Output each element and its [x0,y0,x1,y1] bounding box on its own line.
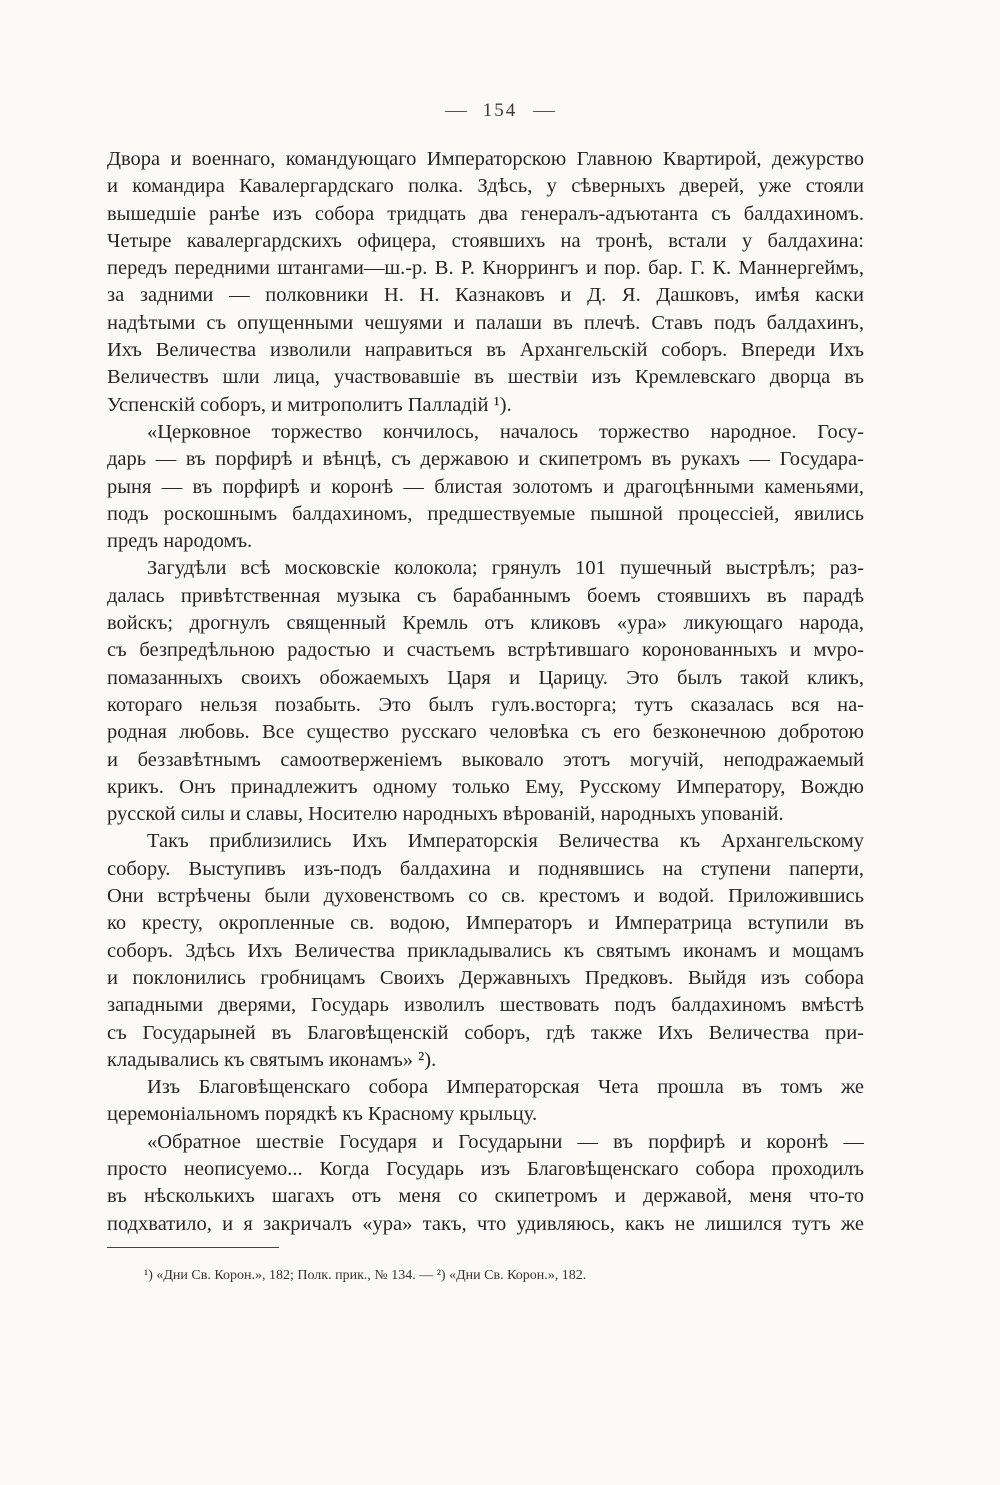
text-line: Успенскій соборъ, и митрополитъ Палладій ¹). [107,393,512,416]
footnote-divider [107,1247,279,1248]
text-line: Четыре кавалергардскихъ офицера, стоявшихъ на тронѣ, встали у балдахина: [107,229,864,252]
text-line: за задними — полковники Н. Н. Казнаковъ и Д. Я. Дашковъ, имѣя каски [107,284,864,307]
text-line: родная любовь. Все существо русскаго человѣка съ его безконечною добротою [107,721,864,744]
text-line: помазанныхъ своихъ обожаемыхъ Царя и Царицу. Это былъ такой кликъ, [107,666,864,689]
text-line: съ безпредѣльною радостью и счастьемъ встрѣтившаго коронованныхъ и мvро- [107,639,864,662]
text-line: и командира Кавалергардскаго полка. Здѣсь, у сѣверныхъ дверей, уже стояли [107,175,864,198]
text-line: въ нѣсколькихъ шагахъ отъ меня со скипетромъ и державой, меня что-то [107,1185,864,1208]
text-line: вышедшіе ранѣе изъ собора тридцать два генералъ-адъютанта съ балдахиномъ. [107,202,864,225]
text-line: подъ роскошнымъ балдахиномъ, предшествуемые пышной процессіей, явились [107,502,864,525]
text-line: «Обратное шествіе Государя и Государыни — въ порфирѣ и коронѣ — [147,1130,864,1153]
page-number: 154 [482,100,518,121]
text-line: Они встрѣчены были духовенствомъ со св. крестомъ и водой. Приложившись [107,885,864,908]
text-line: котораго нельзя позабыть. Это былъ гулъ.восторга; тутъ сказалась вся на- [107,693,864,716]
text-line: соборъ. Здѣсь Ихъ Величества прикладывались къ святымъ иконамъ и мощамъ [107,939,864,962]
text-line: Загудѣли всѣ московскіе колокола; грянулъ 101 пушечный выстрѣлъ; раз- [147,557,864,580]
text-line: Такъ приблизились Ихъ Императорскія Величества къ Архангельскому [147,830,864,853]
text-line: Двора и военнаго, командующаго Императорскою Главною Квартирой, дежурство [107,148,864,170]
main-text [107,146,864,1238]
text-line: собору. Выступивъ изъ-подъ балдахина и поднявшись на ступени паперти, [107,857,864,880]
text-line: съ Государыней въ Благовѣщенскій соборъ, гдѣ также Ихъ Величества при- [107,1021,864,1044]
text-line: крикъ. Онъ принадлежитъ одному только Ему, Русскому Императору, Вождю [107,775,864,798]
left-dash-ornament [445,111,467,112]
text-line: войскъ; дрогнулъ священный Кремль отъ кликовъ «ура» ликующаго народа, [107,612,864,635]
text-line: кладывались къ святымъ иконамъ» ²). [107,1048,437,1071]
text-line: рыня — въ порфирѣ и коронѣ — блистая золотомъ и драгоцѣнными каменьями, [107,475,864,498]
text-line: просто неописуемо... Когда Государь изъ Благовѣщенскаго собора проходилъ [107,1157,864,1180]
text-line: предъ народомъ. [107,530,253,553]
text-line: далась привѣтственная музыка съ барабаннымъ боемъ стоявшихъ въ парадѣ [107,584,864,607]
page-number-header [0,100,1000,122]
footnote-text: ¹) «Дни Св. Корон.», 182; Полк. прик., № 134. — ²) «Дни Св. Корон.», 182. [144,1268,587,1283]
text-line: церемоніальномъ порядкѣ къ Красному крыльцу. [107,1103,538,1126]
text-line: и беззавѣтнымъ самоотверженіемъ выковало этотъ могучій, неподражаемый [107,748,864,771]
text-line: Величествъ шли лица, участвовавшіе въ шествіи изъ Кремлевскаго дворца въ [107,366,864,389]
text-line: западными дверями, Государь изволилъ шествовать подъ балдахиномъ вмѣстѣ [107,994,864,1017]
right-dash-ornament [533,111,555,112]
text-line: и поклонились гробницамъ Своихъ Державныхъ Предковъ. Выйдя изъ собора [107,966,864,989]
text-line: передъ передними штангами—ш.-р. В. Р. Кноррингъ и пор. бар. Г. К. Маннергеймъ, [107,257,864,280]
text-line: Изъ Благовѣщенскаго собора Императорская Чета прошла въ томъ же [147,1076,864,1099]
text-line: русской силы и славы, Носителю народныхъ вѣрованій, народныхъ упованій. [107,803,784,826]
text-line: подхватило, и я закричалъ «ура» такъ, что удивляюсь, какъ не лишился тутъ же [107,1212,864,1235]
text-line: надѣтыми съ опущенными чешуями и палаши въ плечѣ. Ставъ подъ балдахинъ, [107,311,864,334]
text-line: «Церковное торжество кончилось, началось торжество народное. Госу- [147,420,864,443]
text-line: Ихъ Величества изволили направиться въ Архангельскій соборъ. Впереди Ихъ [107,339,864,362]
text-line: ко кресту, окропленные св. водою, Императоръ и Императрица вступили въ [107,912,864,935]
text-line: дарь — въ порфирѣ и вѣнцѣ, съ державою и скипетромъ въ рукахъ — Государа- [107,448,864,471]
